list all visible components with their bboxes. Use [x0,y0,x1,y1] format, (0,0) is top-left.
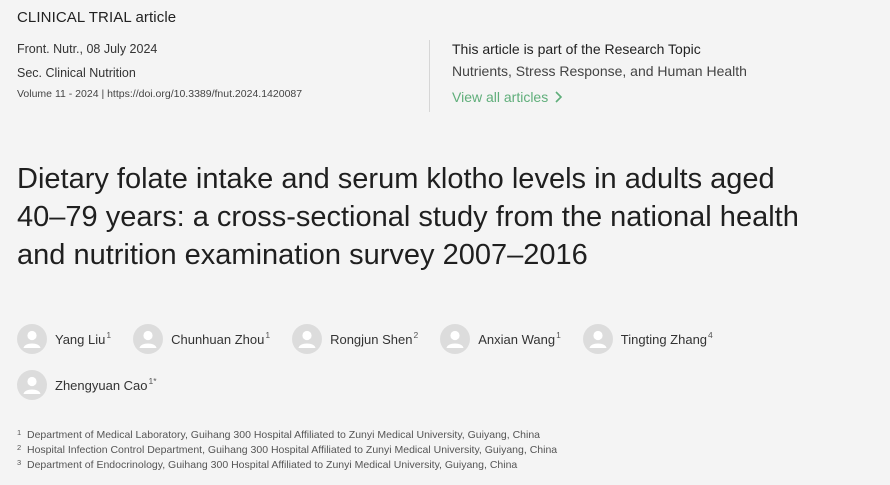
author-affiliation-ref: 1* [148,376,157,386]
meta-divider [429,40,430,112]
author-affiliation-ref: 1 [265,330,271,340]
affiliation-text: Department of Medical Laboratory, Guihang 300 Hospital Affiliated to Zunyi Medical University, Guiyang, China [27,429,541,441]
author-tingting-zhang[interactable] [583,324,713,354]
person-icon [17,324,47,354]
research-topic [452,40,747,107]
affiliation-item [17,443,877,458]
author-affiliation-ref: 4 [708,330,713,340]
person-icon [17,370,47,400]
affiliation-item [17,428,877,443]
author-name: Zhengyuan Cao [55,377,148,393]
author-name: Yang Liu [55,331,106,347]
affiliation-number: 3 [17,458,22,467]
article-title [17,160,885,274]
article-meta [17,41,302,101]
title-line-3: and nutrition examination survey 2007–2016 [17,239,588,271]
title-line-1: Dietary folate intake and serum klotho levels in adults aged [17,163,775,195]
author-row [17,369,877,401]
view-all-label: View all articles [452,89,549,105]
affiliation-list [17,428,877,473]
affiliation-number: 2 [17,443,22,452]
person-icon [133,324,163,354]
author-anxian-wang[interactable] [440,324,561,354]
article-type-label: CLINICAL TRIAL article [17,9,177,26]
author-chunhuan-zhou[interactable] [133,324,270,354]
affiliation-text: Hospital Infection Control Department, Guihang 300 Hospital Affiliated to Zunyi Medical University, Guiyang, China [27,444,558,456]
author-affiliation-ref: 1 [106,330,112,340]
author-yang-liu[interactable] [17,324,111,354]
author-list [17,323,877,401]
author-name: Tingting Zhang [620,331,708,347]
person-icon [440,324,470,354]
author-rongjun-shen[interactable] [292,324,418,354]
volume-doi: Volume 11 - 2024 | https://doi.org/10.3389/fnut.2024.1420087 [17,88,303,100]
author-name: Chunhuan Zhou [171,331,265,347]
affiliation-item [17,458,877,473]
affiliation-text: Department of Endocrinology, Guihang 300 Hospital Affiliated to Zunyi Medical University, Guiyang, China [27,459,518,471]
view-all-articles-link[interactable] [452,89,563,105]
title-line-2: 40–79 years: a cross-sectional study from the national health [17,201,799,233]
journal-section: Sec. Clinical Nutrition [17,66,136,80]
topic-intro: This article is part of the Research Topic [452,41,701,57]
author-row [17,323,877,355]
author-affiliation-ref: 1 [556,330,561,340]
person-icon [583,324,613,354]
journal-date: Front. Nutr., 08 July 2024 [17,42,158,56]
author-affiliation-ref: 2 [413,330,419,340]
author-name: Rongjun Shen [330,331,413,347]
affiliation-number: 1 [17,428,22,437]
author-zhengyuan-cao[interactable] [17,370,157,400]
author-name: Anxian Wang [478,331,556,347]
topic-name[interactable]: Nutrients, Stress Response, and Human Health [452,63,747,79]
person-icon [292,324,322,354]
chevron-right-icon [554,91,563,103]
